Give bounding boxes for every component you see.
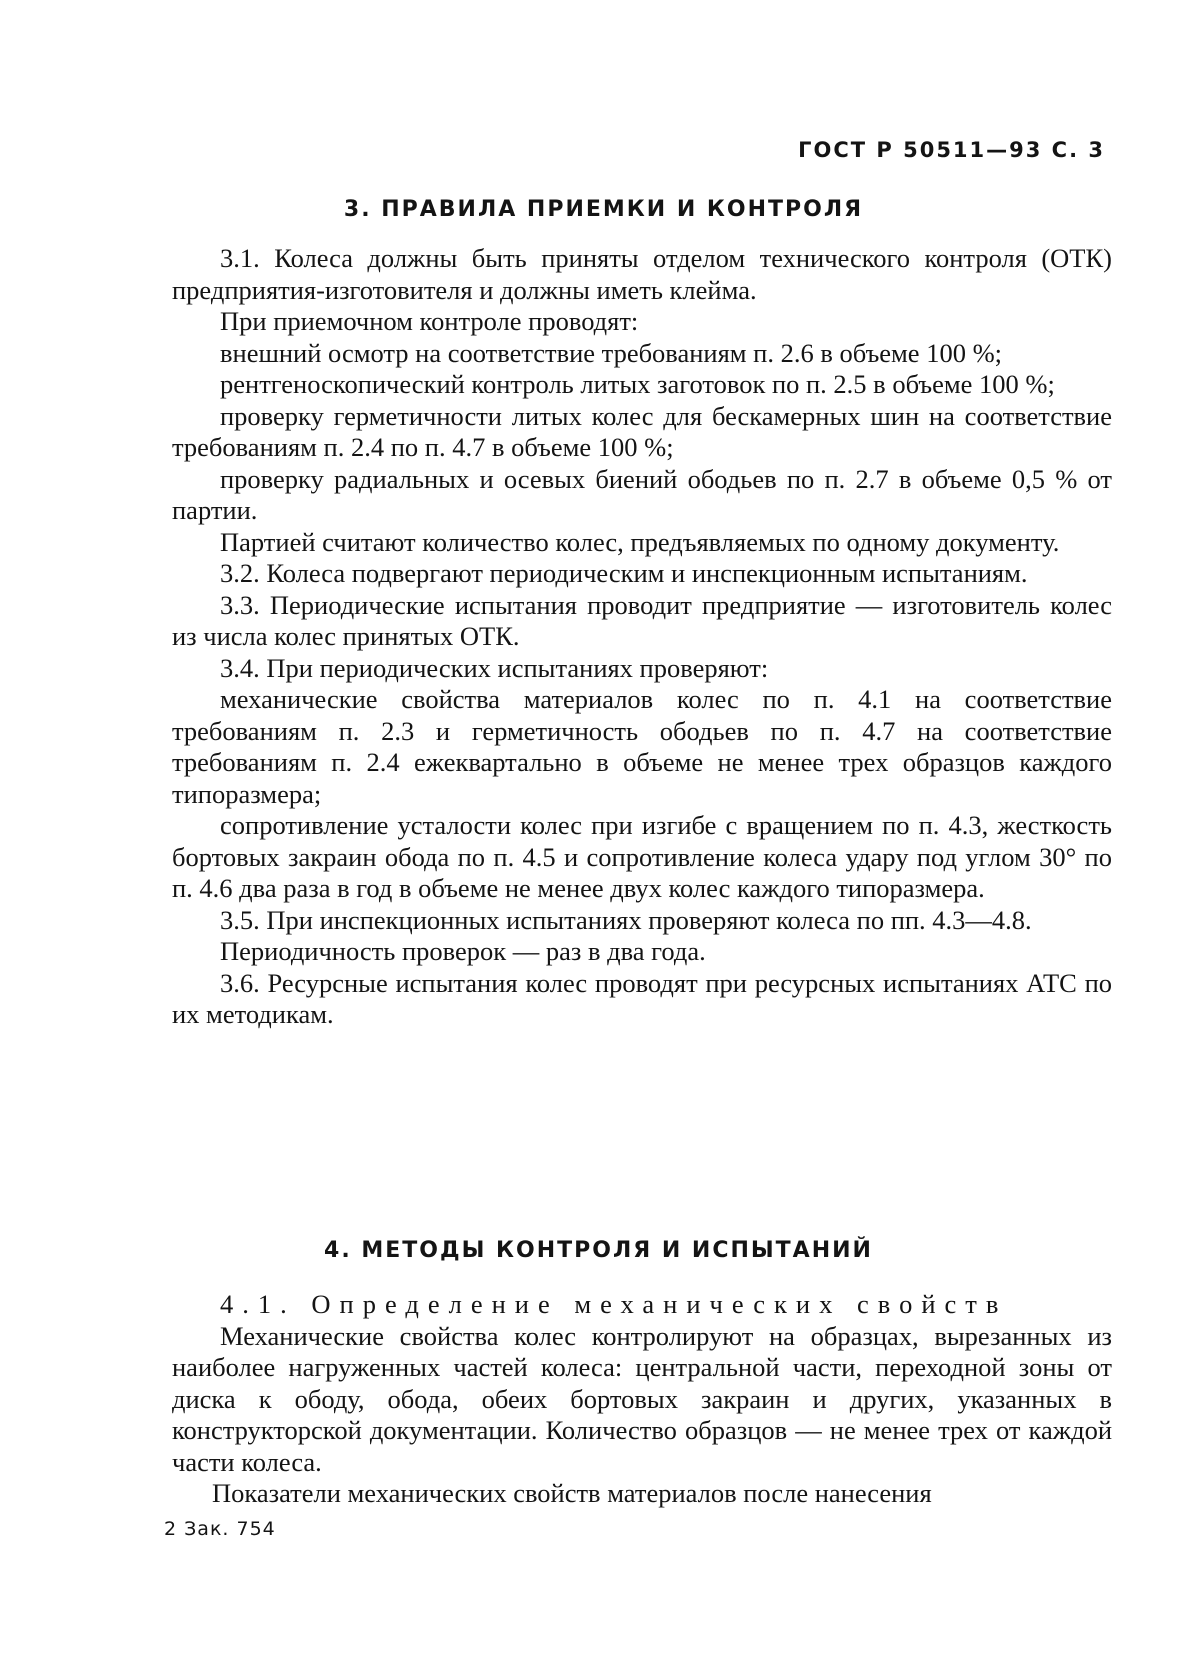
paragraph: 3.2. Колеса подвергают периодическим и инспекционным испытаниям. [220, 558, 1028, 588]
paragraph: механические свойства материалов колес по п. 4.1 на соответствие требованиям п. 2.3 и герметичность ободьев по п. 4.7 на соответствие требованиям п. 2.4 ежеквартально в объеме не менее трех образцов каждого типоразмера; [172, 684, 1112, 809]
paragraph: внешний осмотр на соответствие требованиям п. 2.6 в объеме 100 %; [220, 337, 1003, 368]
paragraph: Периодичность проверок — раз в два года. [220, 936, 706, 966]
paragraph: 3.6. Ресурсные испытания колес проводят при ресурсных испытаниях АТС по их методикам. [172, 967, 1112, 1029]
page-footer: 2 Зак. 754 [164, 1518, 276, 1540]
section-4-title: 4. МЕТОДЫ КОНТРОЛЯ И ИСПЫТАНИЙ [324, 1238, 873, 1263]
page-header: ГОСТ Р 50511—93 С. 3 [798, 138, 1105, 162]
paragraph: 3.1. Колеса должны быть приняты отделом технического контроля (ОТК) предприятия-изготовителя и должны иметь клейма. [172, 243, 1112, 305]
section-3-body [172, 243, 1112, 1031]
paragraph: При приемочном контроле проводят: [220, 306, 639, 336]
paragraph: 3.5. При инспекционных испытаниях проверяют колеса по пп. 4.3—4.8. [220, 904, 1032, 935]
paragraph: 3.4. При периодических испытаниях проверяют: [220, 652, 769, 683]
paragraph: проверку герметичности литых колес для бескамерных шин на соответствие требованиям п. 2.4 по п. 4.7 в объеме 100 %; [172, 400, 1112, 462]
subsection-heading: 4.1. Определение механических свойств [220, 1289, 1008, 1319]
paragraph: проверку радиальных и осевых биений ободьев по п. 2.7 в объеме 0,5 % от партии. [172, 463, 1112, 525]
paragraph: Партией считают количество колес, предъявляемых по одному документу. [220, 526, 1060, 557]
section-4-body [172, 1289, 1112, 1510]
paragraph: рентгеноскопический контроль литых заготовок по п. 2.5 в объеме 100 %; [220, 369, 1055, 399]
paragraph: 3.3. Периодические испытания проводит предприятие — изготовитель колес из числа колес принятых ОТК. [172, 589, 1112, 651]
section-3-title: 3. ПРАВИЛА ПРИЕМКИ И КОНТРОЛЯ [343, 197, 864, 222]
paragraph: Механические свойства колес контролируют на образцах, вырезанных из наиболее нагруженных частей колеса: центральной части, переходной зоны от диска к ободу, обода, обеих бортовых закраин и других, указанных в конструкторской документации. Количество образцов — не менее трех от каждой части колеса. [172, 1320, 1112, 1477]
paragraph: Показатели механических свойств материалов после нанесения [212, 1478, 932, 1508]
paragraph: сопротивление усталости колес при изгибе с вращением по п. 4.3, жесткость бортовых закраин обода по п. 4.5 и сопротивление колеса удару под углом 30° по п. 4.6 два раза в год в объеме не менее двух колес каждого типоразмера. [172, 810, 1112, 903]
